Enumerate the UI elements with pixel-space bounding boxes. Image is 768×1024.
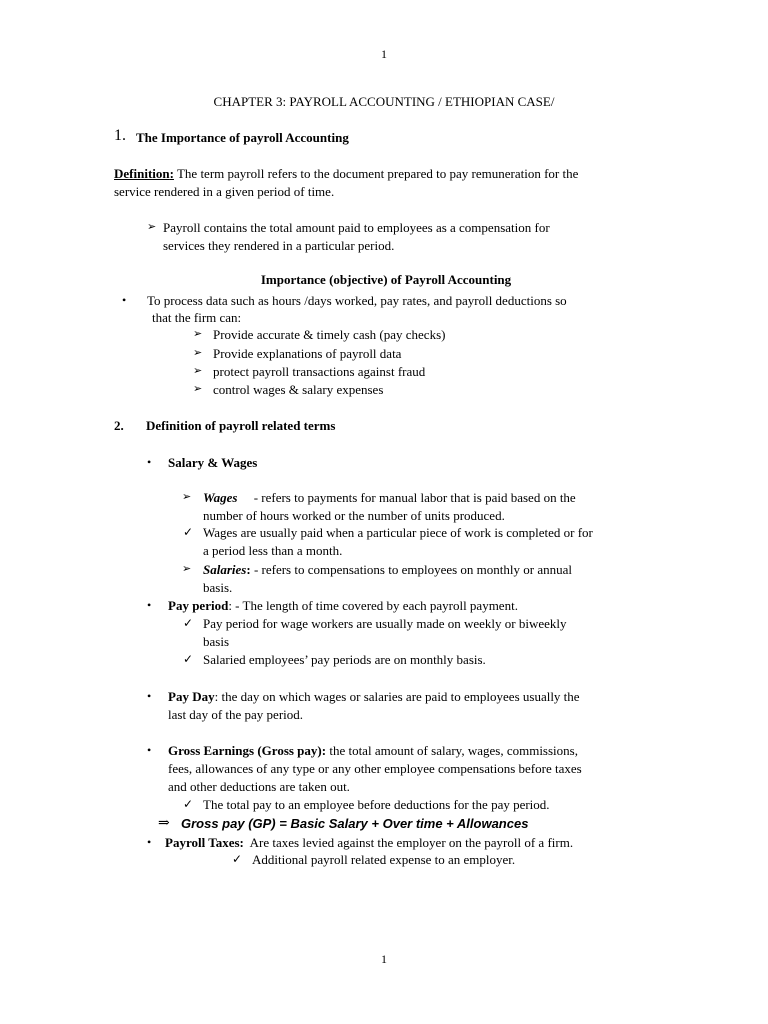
salary-wages-heading: Salary & Wages	[168, 455, 258, 470]
bullet-icon: •	[147, 743, 152, 757]
section-1-heading: The Importance of payroll Accounting	[136, 130, 349, 145]
arrow-bullet-icon: ➢	[193, 328, 203, 340]
pay-period-check-1-line-1: Pay period for wage workers are usually made on weekly or biweekly	[203, 616, 567, 631]
salaries-line-1	[203, 561, 655, 578]
objective-item: control wages & salary expenses	[213, 382, 384, 397]
arrow-bullet-icon: ➢	[193, 347, 203, 359]
definition-colon: :	[169, 166, 174, 181]
pay-period-check-2: Salaried employees’ pay periods are on monthly basis.	[203, 652, 486, 667]
gross-line-2: fees, allowances of any type or any other employee compensations before taxes	[168, 761, 582, 776]
importance-heading: Importance (objective) of Payroll Accounting	[260, 272, 512, 287]
checkmark-icon: ✓	[232, 852, 243, 866]
wages-line-2: number of hours worked or the number of units produced.	[203, 508, 505, 523]
checkmark-icon: ✓	[183, 616, 194, 630]
pay-day-def-1: : the day on which wages or salaries are paid to employees usually the	[214, 689, 580, 704]
salaries-line-2: basis.	[203, 580, 233, 595]
bullet-icon: •	[122, 293, 127, 307]
gross-line-3: and other deductions are taken out.	[168, 779, 350, 794]
salaries-def-1: - refers to compensations to employees on monthly or annual	[250, 562, 572, 577]
definition-label: Definition	[114, 166, 170, 181]
objective-item: Provide explanations of payroll data	[213, 346, 402, 361]
salaries-term: Salaries	[203, 562, 247, 577]
checkmark-icon: ✓	[183, 797, 194, 811]
payroll-line-1: Payroll contains the total amount paid to employees as a compensation for	[163, 220, 550, 235]
wages-check-line-2: a period less than a month.	[203, 543, 343, 558]
arrow-bullet-icon: ➢	[182, 563, 192, 575]
process-line-2: that the firm can:	[152, 310, 242, 325]
gross-term: Gross Earnings (Gross pay):	[168, 743, 327, 758]
definition-line-2: service rendered in a given period of time.	[114, 184, 335, 199]
salaries-colon: :	[246, 562, 251, 577]
bullet-icon: •	[147, 835, 152, 849]
pay-period-check-1-line-2: basis	[203, 634, 229, 649]
pay-day-term: Pay Day	[168, 689, 215, 704]
arrow-bullet-icon: ➢	[147, 221, 157, 233]
page-number-top: 1	[381, 47, 387, 61]
objective-item: Provide accurate & timely cash (pay checks)	[213, 327, 446, 342]
wages-check-line-1: Wages are usually paid when a particular piece of work is completed or for	[203, 525, 593, 540]
payroll-taxes-check: Additional payroll related expense to an employer.	[252, 852, 516, 867]
pay-day-line-2: last day of the pay period.	[168, 707, 304, 722]
definition-text-1: The term payroll refers to the document prepared to pay remuneration for the	[173, 166, 579, 181]
wages-term: Wages	[203, 490, 238, 505]
objective-item: protect payroll transactions against fraud	[213, 364, 426, 379]
gross-pay-formula: Gross pay (GP) = Basic Salary + Over time + Allowances	[181, 816, 529, 831]
wages-line-1	[203, 489, 655, 506]
bullet-icon: •	[147, 598, 152, 612]
bullet-icon: •	[147, 455, 152, 469]
payroll-line-2: services they rendered in a particular period.	[163, 238, 395, 253]
chapter-title: CHAPTER 3: PAYROLL ACCOUNTING / ETHIOPIAN CASE/	[213, 94, 555, 109]
checkmark-icon: ✓	[183, 652, 194, 666]
page-number-bottom: 1	[381, 952, 387, 966]
wages-def-1: - refers to payments for manual labor that is paid based on the	[237, 490, 576, 505]
payroll-taxes-term: Payroll Taxes:	[165, 835, 244, 850]
arrow-bullet-icon: ➢	[193, 383, 203, 395]
definition-line-1	[114, 165, 655, 182]
arrow-bullet-icon: ➢	[193, 365, 203, 377]
gross-line-1	[168, 742, 655, 759]
arrow-bullet-icon: ➢	[182, 491, 192, 503]
bullet-icon: •	[147, 689, 152, 703]
gross-def-1: the total amount of salary, wages, commissions,	[326, 743, 578, 758]
process-line-1: To process data such as hours /days worked, pay rates, and payroll deductions so	[147, 293, 567, 308]
section-2-heading: Definition of payroll related terms	[146, 418, 336, 433]
payroll-taxes-def: Are taxes levied against the employer on the payroll of a firm.	[243, 835, 574, 850]
pay-period-def: : - The length of time covered by each payroll payment.	[228, 598, 518, 613]
pay-period-term: Pay period	[168, 598, 229, 613]
section-1-number: 1.	[114, 127, 126, 144]
section-2-number: 2.	[114, 418, 124, 433]
pay-period-line	[168, 597, 518, 614]
checkmark-icon: ✓	[183, 525, 194, 539]
gross-check: The total pay to an employee before deductions for the pay period.	[203, 797, 550, 812]
payroll-taxes-line	[165, 834, 573, 851]
pay-day-line-1	[168, 688, 655, 705]
implies-arrow-icon: ⇒	[158, 816, 170, 831]
